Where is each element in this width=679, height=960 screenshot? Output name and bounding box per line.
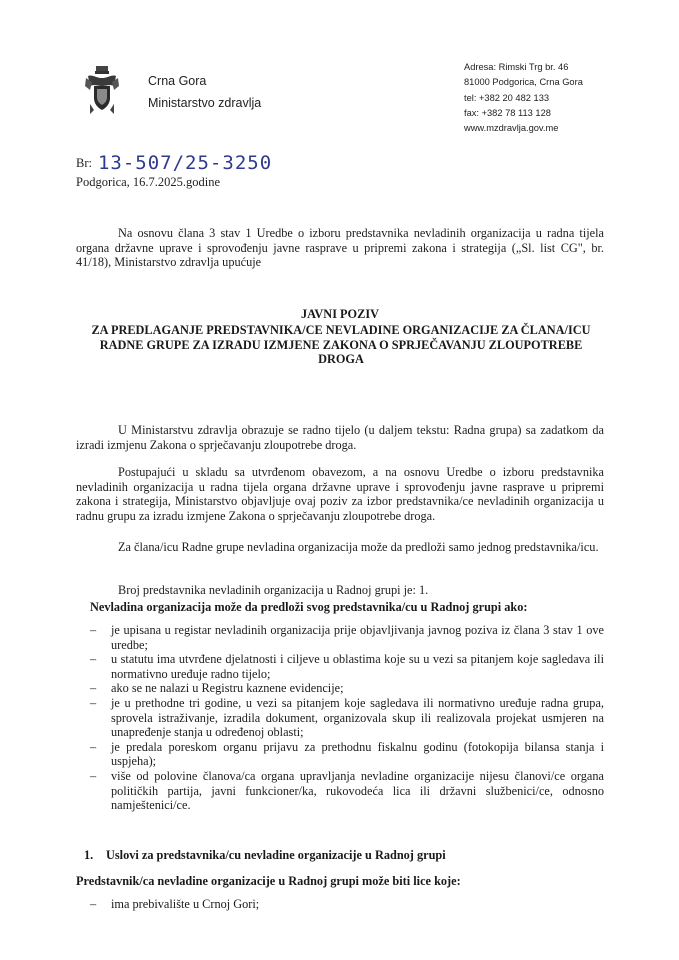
list-item-text: je upisana u registar nevladinih organizacija prije objavljivanja javnog poziva iz člana 3 stav 1 ove uredbe; xyxy=(111,623,604,652)
intro-paragraph: Na osnovu člana 3 stav 1 Uredbe o izboru predstavnika nevladinih organizacija u radna tijela organa državne uprave i sprovođenju javne rasprave u pripremi zakona i strategija („Sl. list CG", br. 41/18), Ministarstvo zdravlja upućuje xyxy=(76,226,604,270)
paragraph-2: Postupajući u skladu sa utvrđenom obavezom, a na osnovu Uredbe o izboru predstavnika nevladinih organizacija u radna tijela organa državne uprave i sprovođenju javne rasprave u pripremi zakona i strategija, Ministarstvo objavljuje ovaj poziv za izbor predstavnika/ce nevladinih organizacija u radnu grupu za izradu izmjene Zakona o sprječavanju zloupotrebe droga. xyxy=(76,465,604,523)
list-item xyxy=(76,769,604,813)
dash-bullet: – xyxy=(90,652,97,667)
requirements-list xyxy=(76,897,604,912)
address-line-1: Adresa: Rimski Trg br. 46 xyxy=(464,62,569,72)
address-line-2: 81000 Podgorica, Crna Gora xyxy=(464,77,583,88)
reference-handwritten-number: 13-507/25-3250 xyxy=(97,152,273,174)
section-1-subheading: Predstavnik/ca nevladine organizacije u Radnoj grupi može biti lice koje: xyxy=(76,874,461,888)
dash-bullet: – xyxy=(90,623,97,637)
list-item xyxy=(76,897,604,912)
fax: fax: +382 78 113 128 xyxy=(464,107,551,118)
list-item xyxy=(76,740,604,769)
ministry-name: Ministarstvo zdravlja xyxy=(148,96,262,110)
dash-bullet: – xyxy=(90,768,97,783)
list-item xyxy=(76,652,604,681)
conditions-list xyxy=(76,623,604,813)
paragraph-1: U Ministarstvu zdravlja obrazuje se radno tijelo (u daljem tekstu: Radna grupa) sa zadatkom da izradi izmjenu Zakona o sprječavanju zloupotrebe droga. xyxy=(76,423,604,452)
section-number: 1. xyxy=(84,848,94,862)
website-link[interactable]: www.mzdravlja.gov.me xyxy=(464,123,559,134)
montenegro-coat-of-arms-icon xyxy=(84,64,120,116)
list-item-text: ima prebivalište u Crnoj Gori; xyxy=(111,897,260,911)
conditions-heading: Nevladina organizacija može da predloži svog predstavnika/cu u Radnoj grupi ako: xyxy=(90,600,528,614)
dash-bullet: – xyxy=(90,739,97,754)
contact-block xyxy=(464,60,583,136)
list-item xyxy=(76,681,604,696)
paragraph-3: Za člana/icu Radne grupe nevladina organizacija može da predloži samo jednog predstavnika/icu. xyxy=(118,540,599,554)
dash-bullet: – xyxy=(90,681,97,696)
telephone: tel: +382 20 482 133 xyxy=(464,92,550,103)
list-item-text: je predala poreskom organu prijavu za prethodnu fiskalnu godinu (fotokopija bilansa stanja i uspjeha); xyxy=(111,739,604,769)
list-item-text: više od polovine članova/ca organa upravljanja nevladine organizacije nijesu članovi/ce organa političkih partija, javni funkcioner/ka, rukovodeća lica ili državni službenici/ce, odnosno namještenici/ce. xyxy=(111,768,604,813)
document-title: JAVNI POZIV xyxy=(300,307,379,321)
reference-number xyxy=(76,150,272,172)
institution-block xyxy=(148,70,261,114)
document-subtitle: ZA PREDLAGANJE PREDSTAVNIKA/CE NEVLADINE ORGANIZACIJE ZA ČLANA/ICU RADNE GRUPE ZA IZRADU IZMJENE ZAKONA O SPRJEČAVANJU ZLOUPOTREBE DROGA xyxy=(91,323,591,367)
list-item-text: ako se ne nalazi u Registru kaznene evidencije; xyxy=(111,681,344,696)
dash-bullet: – xyxy=(90,897,97,911)
date-line: Podgorica, 16.7.2025.godine xyxy=(76,175,221,189)
list-item-text: je u prethodne tri godine, u vezi sa pitanjem koje sagledava ili normativno uređuje radna grupa, sprovela istraživanje, izradila dokument, organizovala skup ili realizovala projekat usmjeren na unapređenje stanja u određenoj oblasti; xyxy=(111,695,604,740)
country-name: Crna Gora xyxy=(148,74,207,88)
reference-label: Br: xyxy=(76,156,92,170)
section-1-heading xyxy=(84,848,446,863)
paragraph-4: Broj predstavnika nevladinih organizacija u Radnoj grupi je: 1. xyxy=(118,583,429,597)
section-title: Uslovi za predstavnika/cu nevladine organizacije u Radnoj grupi xyxy=(106,848,446,862)
dash-bullet: – xyxy=(90,695,97,710)
list-item xyxy=(76,696,604,740)
list-item xyxy=(76,623,604,652)
list-item-text: u statutu ima utvrđene djelatnosti i ciljeve u oblastima koje su u vezi sa pitanjem koje sagledava ili normativno uređuje radno tijelo; xyxy=(111,652,604,681)
